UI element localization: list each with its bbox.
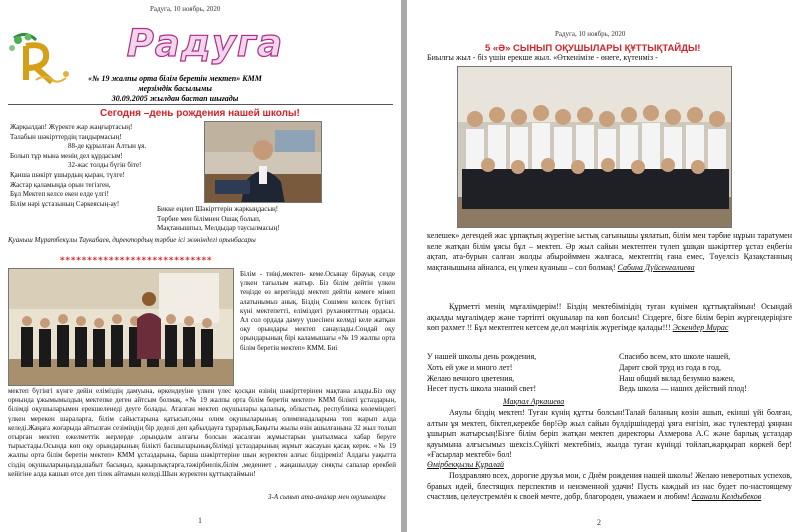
paragraph-4 [427,471,792,503]
poem-line: Төрбие мен білімнен Ошақ болып, [157,214,261,223]
signature-4: Өмірбекқызы Құралай [427,460,505,469]
paragraph-4-text: Поздравляю всех, дорогие друзья мои, с Днём рождения нашей школы! Желаю неверотных успехов, бравых идей, блестящих перспектив и неизменной удачи! Пусть каждый из нас будет по-настоящему счастлив, целеустремлён к своей мечте, добр, благороден, уважаем и любим! [427,471,792,502]
poem-line: Талабын шәкірттердің таңдырмасың! [10,132,122,141]
poem-line: Жарқылдап! Жүректе жар жаңғыртасың! [10,123,133,131]
publisher-line-3: 30.09.2005 жылдан бастап шығады [111,94,239,103]
poem-line: Дарит свой труд из года в год, [619,362,722,372]
poem-line: 32-жас толды бүгін біте! [68,161,142,170]
poem-line: У нашей школы день рождения, [427,352,537,361]
poem-line: Несет пусть школа знаний свет! [427,384,537,394]
signature-2: Эскендер Мирас [672,323,729,333]
article-body: мектеп бүгінгі күнге дейін еліміздің дамуына, өркендеуіне үлкен үлес қосқан өзінің шәкірттерінен мақтана алады.Біз оқу орнында ұжымымыздың мектепке деген айтсым болмақ. «№ 19 жалпы орта білім беретін мектеп» КММ білікті ұстаздарын, білімді оқушыларымен ерекшеленеді деуге болады. Аталған мектеп оқушылары қалалық, облыстық, республика көлеміндегі үлкен мерекен шараларға, білім сайыстарына қатысып,оны олим оқушыларының олимпиадаларына топ жарып алда келеді.Жаңаға жоғарыда айтылған сезіміндің бір деделі деп қабылдауға тұрарлық.Бақыты жылы өзін ашылғанына 32 жыл толып отырған мектеп ежелметтік жерлерде ,орындалм алғағы болсын жасалған жұмыстарын ұнатылмаса хабар беруге тырыстады.Осында көп оқу орындарының білікті басшыларының,білімді ұстаздарының жұмыт жасауын қасақ керек. «№ 19 жалпы орта білім беретін мектеп» КММ ұстаздарына, барша шәкірттеріне шын жүректен алғыс білдіреміз! Алдағы уақытта сіздің оқушыларыңызда,шабыт басыңыз, қажырлықтарға,тәжірбиелік,білім ,медениет , жаңашылдау сияқты сапалар ерекбей кейігіне алда кашып өтсе деп тілек айтамын келеді.Шын жүректен құттықтаймын! [8,387,396,478]
newspaper-page-2 [407,0,798,532]
director-photo [204,121,322,203]
poem-line: Спасибо всем, кто школе нашей, [619,352,731,361]
masthead [120,22,290,68]
intro-line: Биылғы жыл - біз үшін ерекше жыл. «Өткенімізе - өнеге, күтенміз - [427,53,658,62]
poem-line: Бикке еңлеп Шәкірттерін жаркыңдасың! [157,205,279,213]
poem-line: Ведь школа — наших действий плод! [619,384,747,394]
poem-line: Қанша шәкірт ұшырдың қыран, түлге! [10,170,125,179]
star-divider: **************************** [60,256,213,266]
poem-line: Наш общий вклад безумно важен, [619,373,735,383]
paragraph-1 [427,231,792,273]
paragraph-2 [427,302,792,334]
signature-5: Асанали Келдыбеков [691,492,762,502]
signature-3: Мақпал Аркашева [503,397,565,406]
poem-right [157,205,357,234]
issue-date: Радуга, 10 ноябрь, 2020 [555,30,626,38]
page1-headline: Сегодня –день рождения нашей школы! [100,108,300,119]
article-signature: 3-А сынып ата-аналар мен оқушылары [268,493,386,501]
masthead-title: Радуга [126,22,284,65]
poem-line: Білім нәрі ұстазының Сәркеясың-ау! [10,199,120,208]
poem-left [10,123,195,209]
header-divider [8,104,393,105]
poem-line: Болып тұр мына менің дел құрдасым! [10,151,123,160]
paragraph-3: Аяулы біздің мектеп! Туған күнің құтты болсын!Талай баланың көзін ашып, екінші үйі болған, алтын ұя мектеп, біктеп,керекбе бөр!Әр жыл сайын бүлдіршіндерді ұяға енгізіп, жас түлектерді ұяңнан ұшырып жатырсың!Бізге білім беріп жатқан мектеп директоры Ахмерова А.С және барлық ұстаздар қауымына алғысымыз шексіз.Сүйікті мектебіміз, жылда туған күніңді тойлап,жарқырап көркей бер! «Ғасырлар мектебі» бол! [427,408,792,460]
issue-date: Радуга, 10 ноябрь, 2020 [150,5,221,13]
page-number: 2 [597,518,601,527]
publisher-info [70,74,280,104]
poem-line: Жастар қаламыңда орын тегізген, [10,180,111,189]
paragraph-1-text: келешек» дегендей жас ұрпақтың жүрегіне ыстық сағынышы ұялатып, білім мен тәрбие нұрын таратумен келе жатқан білім ұясы бұл – мектеп. Әр жыл сайын мектептен түлеп ұшқан шәкірттер ұстаз еңбегін ақтап, ата-бурын салған жолды абыройммен жалғаса, мектептің ғана емес, Төуелсіз Қазақстанның мақтанышына айналса, ең үлкен қуаныш – сол болмақ! [427,231,792,272]
poem-line: 88-де құрылған Алтын ұя. [68,142,147,151]
article-intro-column: Білім - тиіңі,мектеп- кеме.Осынау бірауық сезде үлкен тағылым жатыр. Біз білім дейтін үлкен теңізде өз керегіндді мектеп дейтін кемеге мінеп алатынымыз анық. Біздің Сошмен келсек бүгінгі күні мектепетті, еліміздегі руханиятттың ордасы. Ал сол ордада дамуу үшесінен келмді келе жатқан оқу орындары мектеп санаулады.Сондай оқу орындарының бірі каламышағы «№ 19 жалпы орта білім беретін мектеп» КММ. Биі [240,270,395,352]
russian-poem-left [427,352,607,395]
class-photo [457,66,732,228]
director-caption: Қуаныш Мұратбекұлы Таукабаев, директордың тәрбие ісі жөніндегі орынбасары [8,236,256,244]
poem-line: Мақтанышпыз, Мелдыдар таусылмасың! [157,224,280,233]
poem-line: Желаю вечного цветения, [427,373,515,383]
publisher-line-2: мерзімдік басылымы [138,84,212,93]
page2-headline: 5 «Ә» СЫНЫП ОҚУШЫЛАРЫ ҚҰТТЫҚТАЙДЫ! [485,43,701,54]
poem-line: Бұл Мектеп келсе екен елде үлгі! [10,190,109,199]
page-number: 1 [198,516,202,525]
russian-poem-right [619,352,797,395]
publisher-line-1: «№ 19 жалпы орта білім беретін мектеп» КММ [88,74,262,83]
paragraph-2-text: Құрметті менің мұғалімдерім!! Біздің мектебімізідің туған күнімен құттықтаймын! Осындай ақылды мұғалімдер және тәртіпті оқушылар па көп болсын! Сіздерге, бізге білім беріп жүргендеріңізге көп рахмет !! Бұл мектептен кетсем де,ол мәңгілік жүрегімде қалады!!! [427,302,792,333]
signature-1: Сабина Дүйсенғалиева [617,262,695,272]
students-photo [8,268,234,386]
poem-line: Хоть ей уже и много лет! [427,362,513,372]
